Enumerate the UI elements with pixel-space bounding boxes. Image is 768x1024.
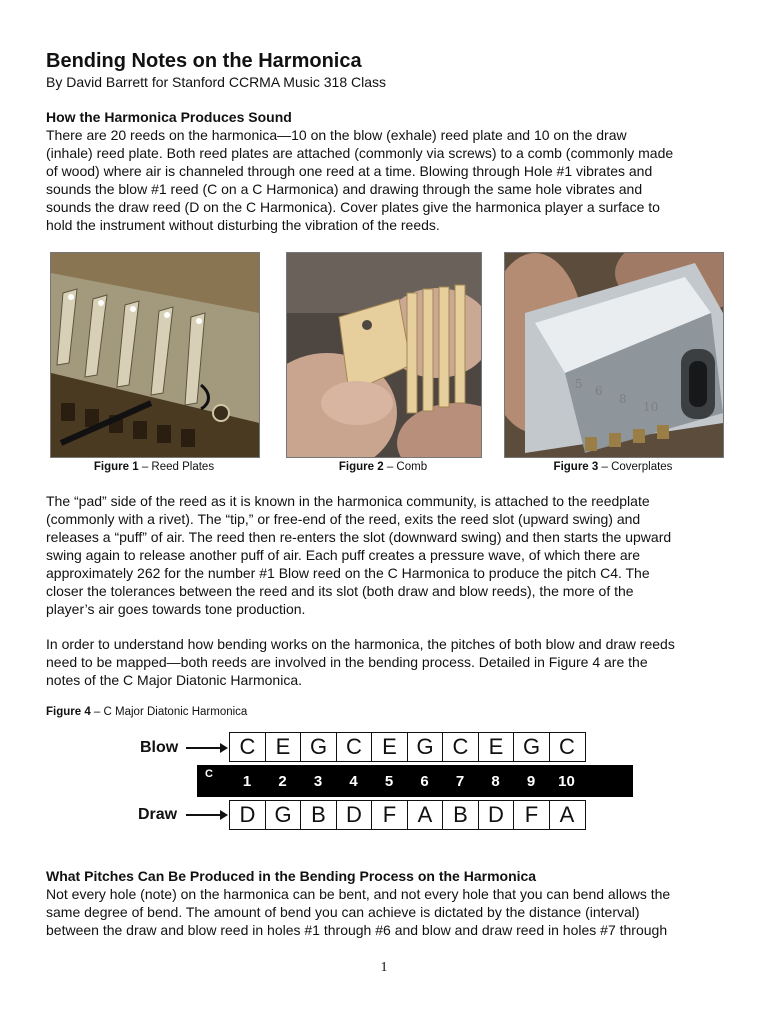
page-title: Bending Notes on the Harmonica bbox=[46, 50, 362, 72]
hole-number: 6 bbox=[420, 773, 429, 790]
hole-number: 8 bbox=[491, 773, 500, 790]
section-heading-sound: How the Harmonica Produces Sound bbox=[46, 109, 292, 125]
page-number: 1 bbox=[380, 960, 388, 975]
svg-text:8: 8 bbox=[619, 392, 627, 406]
draw-note-cell: D bbox=[229, 800, 266, 830]
text-line: approximately 262 for the number #1 Blow reed on the C Harmonica to produce the pitch C4. The bbox=[46, 565, 650, 581]
harmonica-key: C bbox=[205, 768, 213, 780]
text-line: swing again to release another puff of air. Each puff creates a pressure wave, of which there are bbox=[46, 547, 641, 563]
blow-note-cell: G bbox=[300, 732, 337, 762]
paragraph-bending-intro bbox=[46, 635, 726, 689]
figure-label: Figure 4 bbox=[46, 706, 91, 718]
draw-note-cell: B bbox=[300, 800, 337, 830]
section-heading-pitches: What Pitches Can Be Produced in the Bending Process on the Harmonica bbox=[46, 868, 537, 884]
draw-note-cell: D bbox=[336, 800, 373, 830]
figure-label: Figure 2 bbox=[338, 461, 384, 473]
figure-caption-text: – C Major Diatonic Harmonica bbox=[90, 706, 248, 718]
draw-note-cell: F bbox=[371, 800, 408, 830]
draw-note-cell: F bbox=[513, 800, 550, 830]
blow-note-cell: G bbox=[513, 732, 550, 762]
coverplates-photo bbox=[504, 252, 724, 458]
figure-caption-text: – Reed Plates bbox=[138, 461, 215, 473]
blow-note-cell: C bbox=[336, 732, 373, 762]
svg-text:5: 5 bbox=[575, 377, 583, 391]
hole-number: 4 bbox=[349, 773, 358, 790]
hole-number: 5 bbox=[384, 773, 394, 790]
text-line: player’s air goes towards tone production. bbox=[46, 601, 306, 617]
text-line: sounds the blow #1 reed (C on a C Harmonica) and drawing through the same hole vibrates and bbox=[46, 181, 643, 197]
figure-label: Figure 3 bbox=[553, 461, 599, 473]
text-line: There are 20 reeds on the harmonica—10 on the blow (exhale) reed plate and 10 on the draw bbox=[46, 127, 627, 143]
blow-note-cell: G bbox=[407, 732, 444, 762]
draw-note-cell: G bbox=[265, 800, 302, 830]
figure-1-caption bbox=[50, 460, 258, 474]
hole-number: 9 bbox=[526, 773, 536, 790]
text-line: (inhale) reed plate. Both reed plates are attached (commonly via screws) to a comb (commonly made bbox=[46, 145, 674, 161]
text-line: releases a “puff” of air. The reed then re-enters the slot (downward swing) and then starts the upward bbox=[46, 529, 672, 545]
figure-2-caption bbox=[286, 460, 480, 474]
paragraph-reed-motion bbox=[46, 492, 726, 618]
draw-note-cell: A bbox=[549, 800, 586, 830]
text-line: closer the tolerances between the reed and its slot (both draw and blow reeds), the more of the bbox=[46, 583, 634, 599]
svg-text:6: 6 bbox=[595, 384, 603, 398]
blow-label: Blow bbox=[140, 739, 179, 756]
blow-note-cell: C bbox=[442, 732, 479, 762]
blow-note-cell: C bbox=[549, 732, 586, 762]
figure-label: Figure 1 bbox=[93, 461, 139, 473]
text-line: of wood) where air is channeled through one reed at a time. Blowing through Hole #1 vibrates and bbox=[46, 163, 653, 179]
paragraph-sound bbox=[46, 126, 726, 234]
hole-number: 2 bbox=[278, 773, 287, 790]
text-line: between the draw and blow reed in holes #1 through #6 and blow and draw reed in holes #7 through bbox=[46, 922, 668, 938]
text-line: same degree of bend. The amount of bend you can achieve is dictated by the distance (interval) bbox=[46, 904, 640, 920]
hole-number: 10 bbox=[558, 773, 575, 790]
blow-note-cell: E bbox=[478, 732, 515, 762]
paragraph-pitches bbox=[46, 885, 726, 939]
text-line: The “pad” side of the reed as it is known in the harmonica community, is attached to the reedplate bbox=[46, 493, 650, 509]
text-line: In order to understand how bending works on the harmonica, the pitches of both blow and draw reeds bbox=[46, 636, 675, 652]
figure-4-caption bbox=[46, 705, 247, 719]
hole-number: 1 bbox=[242, 773, 252, 790]
draw-notes-row bbox=[229, 800, 586, 830]
hole-number: 3 bbox=[313, 773, 323, 790]
blow-notes-row bbox=[229, 732, 586, 762]
blow-note-cell: E bbox=[371, 732, 408, 762]
draw-arrow-icon bbox=[186, 808, 228, 822]
byline: By David Barrett for Stanford CCRMA Music 318 Class bbox=[46, 74, 387, 90]
figure-caption-text: – Coverplates bbox=[598, 461, 673, 473]
text-line: hold the instrument without disturbing the vibration of the reeds. bbox=[46, 217, 440, 233]
text-line: sounds the draw reed (D on the C Harmonica). Cover plates give the harmonica player a surface to bbox=[46, 199, 660, 215]
hole-number-band bbox=[197, 765, 633, 797]
blow-note-cell: C bbox=[229, 732, 266, 762]
text-line: need to be mapped—both reeds are involved in the bending process. Detailed in Figure 4 are the bbox=[46, 654, 648, 670]
text-line: notes of the C Major Diatonic Harmonica. bbox=[46, 672, 302, 688]
draw-note-cell: A bbox=[407, 800, 444, 830]
draw-label: Draw bbox=[138, 806, 178, 823]
reed-plates-photo bbox=[50, 252, 260, 458]
figure-3-caption bbox=[504, 460, 722, 474]
blow-note-cell: E bbox=[265, 732, 302, 762]
hole-number: 7 bbox=[455, 773, 465, 790]
svg-text:10: 10 bbox=[643, 400, 659, 414]
blow-arrow-icon bbox=[186, 741, 228, 755]
comb-photo bbox=[286, 252, 482, 458]
figure-caption-text: – Comb bbox=[383, 461, 428, 473]
draw-note-cell: B bbox=[442, 800, 479, 830]
draw-note-cell: D bbox=[478, 800, 515, 830]
text-line: Not every hole (note) on the harmonica can be bent, and not every hole that you can bend allows the bbox=[46, 886, 671, 902]
text-line: (commonly with a rivet). The “tip,” or free-end of the reed, exits the reed slot (upward swing) and bbox=[46, 511, 641, 527]
